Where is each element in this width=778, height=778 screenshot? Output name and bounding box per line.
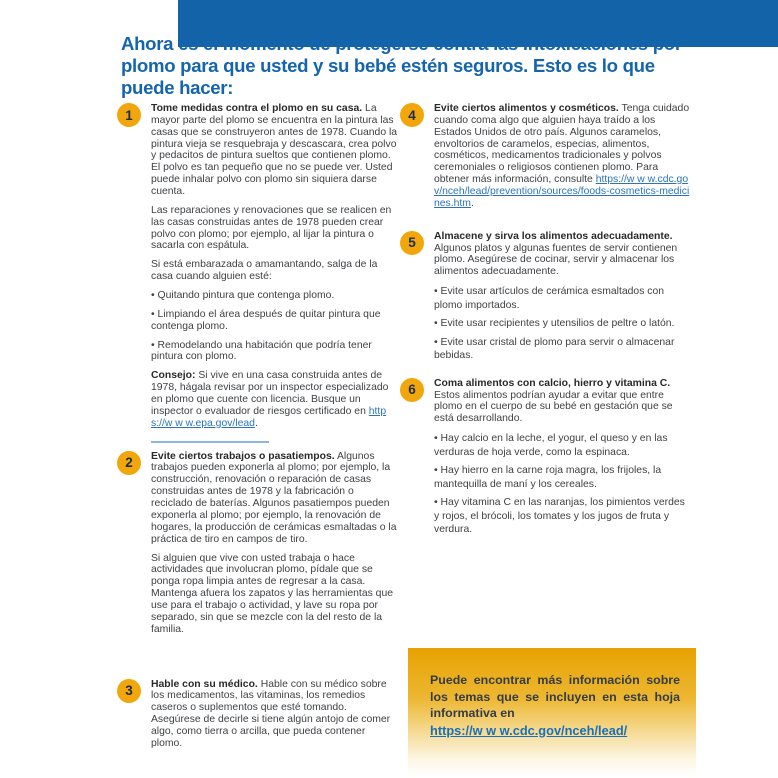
step-5-body xyxy=(434,231,692,368)
step-5-lead-paragraph xyxy=(434,231,692,278)
step-5-lead-text: Algunos platos y algunas fuentes de servir contienen plomo. Asegúrese de cocinar, servir y almacenar los alimentos adecuadamente. xyxy=(434,242,678,278)
step-1-badge: 1 xyxy=(117,103,141,127)
section-divider xyxy=(151,441,269,443)
step-5-bullet: • Evite usar artículos de cerámica esmaltados con plomo importados. xyxy=(434,285,692,312)
step-6-badge: 6 xyxy=(400,378,424,402)
step-5-bullet: • Evite usar cristal de plomo para servir o almacenar bebidas. xyxy=(434,336,692,363)
step-4-badge: 4 xyxy=(400,103,424,127)
step-3-lead-paragraph xyxy=(151,679,398,750)
more-info-text: Puede encontrar más información sobre los temas que se incluyen en esta hoja informativa en xyxy=(430,673,680,720)
step-3-badge: 3 xyxy=(117,679,141,703)
step-1-lead-paragraph xyxy=(151,103,398,198)
step-1-bullet: • Remodelando una habitación que podría tener pintura con plomo. xyxy=(151,340,398,364)
list-item-step-6 xyxy=(400,378,692,542)
step-1-lead-text: La mayor parte del plomo se encuentra en la pintura las casas que se construyeron antes de 1978. Cuando la pintura vieja se resquebraja y descascara, crea polvo y pedacitos de pintura sueltos que contienen plomo. El polvo es tan pequeño que no se puede ver. Usted puede inhalar polvo con plomo sin siquiera darse cuenta. xyxy=(151,103,398,198)
cdc-lead-link[interactable]: https://w w w.cdc.gov/nceh/lead/ xyxy=(430,722,628,738)
tip-text: Si vive en una casa construida antes de 1978, hágala revisar por un inspector especializado en plomo que cuente con licencia. Busque un inspector o evaluador de riesgos certificado en xyxy=(151,370,389,417)
step-1-paragraph: Las reparaciones y renovaciones que se realicen en las casas construidas antes de 1978 pueden crear polvo con plomo; por ejemplo, al lijar la pintura o sacarla con espátula. xyxy=(151,204,392,252)
epa-lead-link[interactable]: https://w w w.epa.gov/lead xyxy=(151,405,387,429)
step-5-badge: 5 xyxy=(400,231,424,255)
step-1-heading: Tome medidas contra el plomo en su casa. xyxy=(151,103,363,114)
step-3-lead-text: Hable con su médico sobre los medicamentos, las vitaminas, los remedios caseros o suplementos que esté tomando. Asegúrese de decirle si tiene algún antojo de comer algo, como tierra o arcilla, que pueda contener plomo. xyxy=(151,678,391,749)
list-item-step-2 xyxy=(117,451,398,643)
tip-label: Consejo: xyxy=(151,370,196,382)
step-2-lead-paragraph xyxy=(151,451,398,546)
left-column xyxy=(117,103,398,757)
list-item-step-4 xyxy=(400,103,692,217)
step-1-tip-paragraph xyxy=(151,370,398,429)
step-5-bullet: • Evite usar recipientes y utensilios de peltre o latón. xyxy=(434,317,692,331)
step-3-heading: Hable con su médico. xyxy=(151,678,258,690)
tip-suffix: . xyxy=(254,417,258,429)
step-6-bullet: • Hay calcio en la leche, el yogur, el queso y en las verduras de hoja verde, como la espinaca. xyxy=(434,432,692,459)
step-6-lead-text: Estos alimentos podrían ayudar a evitar que entre plomo en el cuerpo de su bebé en gestación que se está desarrollando. xyxy=(434,389,673,425)
more-info-box xyxy=(408,648,696,775)
step-6-heading: Coma alimentos con calcio, hierro y vitamina C. xyxy=(434,377,671,389)
step-1-paragraph: Si está embarazada o amamantando, salga de la casa cuando alguien esté: xyxy=(151,259,378,283)
list-item-step-5 xyxy=(400,231,692,368)
step-1-bullet: • Quitando pintura que contenga plomo. xyxy=(151,290,398,302)
step-2-heading: Evite ciertos trabajos o pasatiempos. xyxy=(151,450,335,462)
list-item-step-1 xyxy=(117,103,398,437)
step-1-body xyxy=(151,103,398,437)
step-2-lead-text: Algunos trabajos pueden exponerla al plomo; por ejemplo, la construcción, renovación o reparación de casas construidas antes de 1978 y la fabricación o reciclado de baterías. Algunos pasatiempos pueden exponerla al plomo; por ejemplo, la renovación de hogares, la producción de cerámicas esmaltadas o la práctica de tiro en campos de tiro. xyxy=(151,450,397,545)
step-6-lead-paragraph xyxy=(434,378,692,425)
cdc-foods-cosmetics-link[interactable]: https://w w w.cdc.gov/nceh/lead/prevention/sources/foods-cosmetics-medicines.htm xyxy=(434,174,690,209)
step-4-link-suffix: . xyxy=(470,197,474,209)
step-1-bullet: • Limpiando el área después de quitar pintura que contenga plomo. xyxy=(151,309,398,333)
step-6-bullet: • Hay vitamina C en las naranjas, los pimientos verdes y rojos, el brócoli, los tomates y los jugos de fruta y verdura. xyxy=(434,496,692,537)
step-4-lead-text: Tenga cuidado cuando coma algo que alguien haya traído a los Estados Unidos de otro país. Algunos caramelos, envoltorios de caramelos, especias, alimentos, cosméticos, medicamentos tradicionales y polvos ceremoniales o religiosos contienen plomo. Para obtener más información, consulte xyxy=(434,103,690,186)
step-2-paragraph: Si alguien que vive con usted trabaja o hace actividades que involucran plomo, pídale que se ponga ropa limpia antes de regresar a la casa. Mantenga afuera los zapatos y las herramientas que use para el trabajo o actividad, y lave su ropa por separado, sin que se mezcle con la del resto de la familia. xyxy=(151,552,394,635)
right-column xyxy=(400,103,692,542)
step-4-heading: Evite ciertos alimentos y cosméticos. xyxy=(434,103,619,114)
step-3-body xyxy=(151,679,398,757)
list-item-step-3 xyxy=(117,679,398,757)
step-2-body xyxy=(151,451,398,643)
step-4-lead-paragraph xyxy=(434,103,692,210)
step-6-body xyxy=(434,378,692,542)
step-6-bullet: • Hay hierro en la carne roja magra, los frijoles, la mantequilla de maní y los cereales. xyxy=(434,464,692,491)
step-4-body xyxy=(434,103,692,217)
step-5-heading: Almacene y sirva los alimentos adecuadamente. xyxy=(434,230,673,242)
page-title: Ahora es el momento de protegerse contra las intoxicaciones por plomo para que usted y su bebé estén seguros. Esto es lo que puede hacer: xyxy=(121,33,682,98)
step-2-badge: 2 xyxy=(117,451,141,475)
